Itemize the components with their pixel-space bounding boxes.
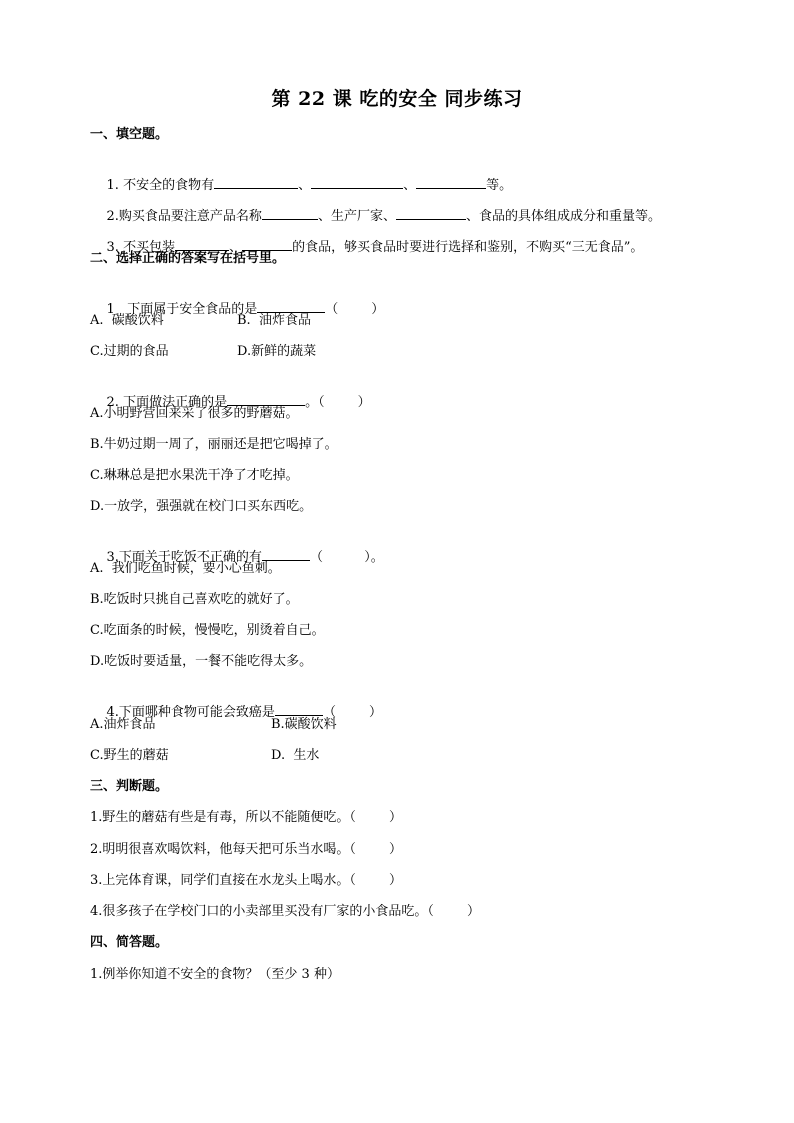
option-c: C.琳琳总是把水果洗干净了才吃掉。 — [90, 468, 299, 483]
page-title: 第 22 课 吃的安全 同步练习 — [271, 88, 523, 110]
answer-blank[interactable] — [214, 175, 298, 189]
answer-blank[interactable] — [311, 175, 403, 189]
option-c: C.野生的蘑菇 — [90, 748, 169, 763]
question-text: 2.购买食品要注意产品名称 — [106, 209, 262, 224]
question-stem: 1 下面属于安全食品的是 — [106, 302, 258, 317]
question-text: 等。 — [486, 178, 513, 193]
judgment-item[interactable]: 3.上完体育课，同学们直接在水龙头上喝水。（ ） — [90, 873, 402, 888]
answer-blank[interactable] — [175, 237, 229, 251]
option-d: D.一放学，强强就在校门口买东西吃。 — [90, 499, 313, 514]
question-text: 、食品的具体组成成分和重量等。 — [465, 209, 661, 224]
section-heading-short-answer: 四、简答题。 — [90, 935, 169, 950]
judgment-item[interactable]: 4.很多孩子在学校门口的小卖部里买没有厂家的小食品吃。（ ） — [90, 904, 480, 919]
option-c: C.吃面条的时候，慢慢吃，别烫着自己。 — [90, 623, 325, 638]
question-stem: 3.下面关于吃饭不正确的有 — [106, 550, 262, 565]
option-b: B.碳酸饮料 — [271, 717, 337, 732]
question-text: 1. 不安全的食物有 — [106, 178, 215, 193]
section-heading-multiple-choice: 二、选择正确的答案写在括号里。 — [90, 251, 286, 266]
option-d: D. 生水 — [271, 748, 320, 763]
answer-parenthesis[interactable]: 。（ ） — [305, 395, 371, 410]
answer-blank[interactable] — [227, 392, 305, 406]
question-text: 的食品，够买食品时要进行选择和鉴别，不购买“三无食品”。 — [292, 240, 644, 255]
option-a: A.小明野营回来采了很多的野蘑菇。 — [90, 406, 299, 421]
option-b: B. 油炸食品 — [237, 313, 311, 328]
question-stem: 2. 下面做法正确的是 — [106, 395, 228, 410]
judgment-item[interactable]: 1.野生的蘑菇有些是有毒，所以不能随便吃。（ ） — [90, 810, 402, 825]
question-text: 、生产厂家、 — [317, 209, 396, 224]
question-stem: 4.下面哪种食物可能会致癌是 — [106, 705, 275, 720]
question-text: 、 — [403, 178, 417, 193]
option-d: D.吃饭时要适量，一餐不能吃得太多。 — [90, 654, 313, 669]
section-heading-true-false: 三、判断题。 — [90, 779, 169, 794]
question-text: 、 — [298, 178, 312, 193]
answer-blank[interactable] — [242, 237, 292, 251]
option-b: B.吃饭时只挑自己喜欢吃的就好了。 — [90, 592, 299, 607]
option-a: A. 碳酸饮料 — [90, 313, 164, 328]
option-b: B.牛奶过期一周了，丽丽还是把它喝掉了。 — [90, 437, 338, 452]
option-d: D.新鲜的蔬菜 — [237, 344, 317, 359]
option-c: C.过期的食品 — [90, 344, 169, 359]
option-a: A. 我们吃鱼时候，要小心鱼刺。 — [90, 561, 281, 576]
option-a: A.油炸食品 — [90, 717, 156, 732]
answer-blank[interactable] — [262, 206, 318, 220]
short-answer-question-1: 1.例举你知道不安全的食物？（至少 3 种） — [90, 967, 340, 982]
answer-blank[interactable] — [416, 175, 486, 189]
answer-parenthesis[interactable]: （ ） — [322, 705, 382, 720]
judgment-item[interactable]: 2.明明很喜欢喝饮料，他每天把可乐当水喝。（ ） — [90, 842, 402, 857]
answer-blank[interactable] — [257, 299, 325, 313]
question-text: 3. 不买包装 — [106, 240, 176, 255]
answer-parenthesis[interactable]: （ ）。 — [309, 550, 384, 565]
question-text: 、 — [229, 240, 243, 255]
answer-blank[interactable] — [275, 702, 323, 716]
section-heading-fill-blank: 一、填空题。 — [90, 127, 169, 142]
answer-blank[interactable] — [262, 547, 310, 561]
answer-parenthesis[interactable]: （ ） — [325, 302, 385, 317]
answer-blank[interactable] — [396, 206, 466, 220]
